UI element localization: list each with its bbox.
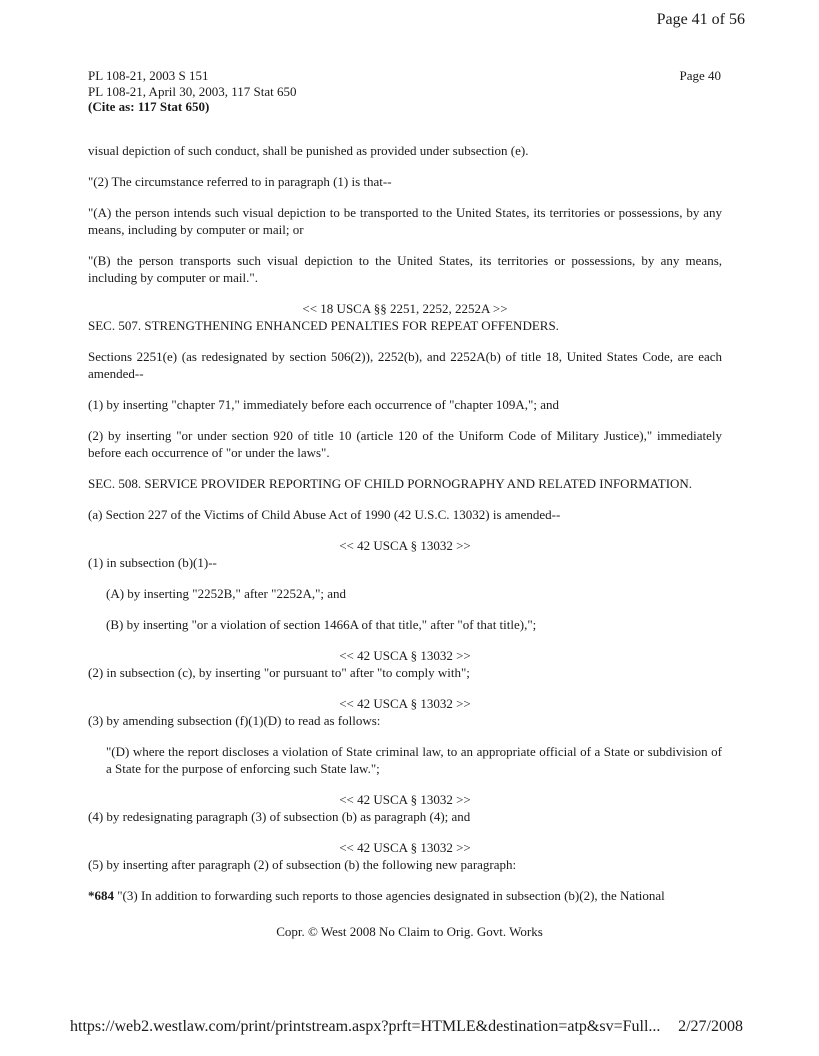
body-paragraph: (B) by inserting "or a violation of section 1466A of that title," after "of that title),"; (106, 617, 537, 632)
body-paragraph: (2) in subsection (c), by inserting "or pursuant to" after "to comply with"; (88, 665, 470, 680)
citation-line: PL 108-21, 2003 S 151 (88, 68, 209, 83)
copyright-notice: Copr. © West 2008 No Claim to Orig. Govt. Works (276, 924, 543, 939)
body-paragraph: (3) by amending subsection (f)(1)(D) to read as follows: (88, 713, 381, 728)
citation-line: PL 108-21, April 30, 2003, 117 Stat 650 (88, 83, 297, 99)
cite-as: (Cite as: 117 Stat 650) (88, 99, 210, 114)
usca-reference: << 42 USCA § 13032 >> (339, 648, 471, 663)
body-paragraph: (4) by redesignating paragraph (3) of subsection (b) as paragraph (4); and (88, 809, 471, 824)
citation-block (88, 68, 296, 115)
page-of-counter: Page 41 of 56 (656, 11, 745, 28)
usca-reference: << 42 USCA § 13032 >> (339, 792, 471, 807)
body-paragraph: Sections 2251(e) (as redesignated by section 506(2)), 2252(b), and 2252A(b) of title 18, United States Code, are each amended-- (88, 349, 722, 381)
section-heading-508: SEC. 508. SERVICE PROVIDER REPORTING OF CHILD PORNOGRAPHY AND RELATED INFORMATION. (88, 476, 693, 491)
body-paragraph: (1) by inserting "chapter 71," immediately before each occurrence of "chapter 109A,"; and (88, 397, 559, 412)
section-heading-507: SEC. 507. STRENGTHENING ENHANCED PENALTIES FOR REPEAT OFFENDERS. (88, 318, 559, 333)
body-paragraph: (a) Section 227 of the Victims of Child Abuse Act of 1990 (42 U.S.C. 13032) is amended-- (88, 507, 561, 522)
usca-reference: << 18 USCA §§ 2251, 2252, 2252A >> (302, 301, 508, 316)
body-paragraph: "(B) the person transports such visual depiction to the United States, its territories or possessions, by any means, including by computer or mail.". (88, 253, 722, 285)
body-paragraph: "(D) where the report discloses a violation of State criminal law, to an appropriate official of a State or subdivision of a State for the purpose of enforcing such State law."; (106, 744, 722, 776)
print-date: 2/27/2008 (678, 1018, 743, 1035)
westlaw-page-number: Page 40 (679, 68, 721, 83)
body-paragraph: (1) in subsection (b)(1)-- (88, 555, 217, 570)
body-paragraph: (A) by inserting "2252B," after "2252A,"; and (106, 586, 347, 601)
body-paragraph: "(2) The circumstance referred to in paragraph (1) is that-- (88, 174, 392, 189)
document-body (88, 142, 722, 918)
body-paragraph: "(A) the person intends such visual depiction to be transported to the United States, its territories or possessions, by any means, including by computer or mail; or (88, 205, 722, 237)
body-paragraph: (2) by inserting "or under section 920 of title 10 (article 120 of the Uniform Code of Military Justice)," immediately before each occurrence of "or under the laws". (88, 428, 722, 460)
body-paragraph: (5) by inserting after paragraph (2) of subsection (b) the following new paragraph: (88, 857, 517, 872)
usca-reference: << 42 USCA § 13032 >> (339, 840, 471, 855)
usca-reference: << 42 USCA § 13032 >> (339, 538, 471, 553)
body-paragraph: visual depiction of such conduct, shall be punished as provided under subsection (e). (88, 143, 529, 158)
paragraph-text: "(3) In addition to forwarding such reports to those agencies designated in subsection (b)(2), the National (114, 888, 665, 903)
print-url: https://web2.westlaw.com/print/printstream.aspx?prft=HTMLE&destination=atp&sv=Full... (70, 1018, 661, 1035)
usca-reference: << 42 USCA § 13032 >> (339, 696, 471, 711)
star-page-marker: *684 (88, 888, 114, 903)
body-paragraph (88, 887, 722, 904)
